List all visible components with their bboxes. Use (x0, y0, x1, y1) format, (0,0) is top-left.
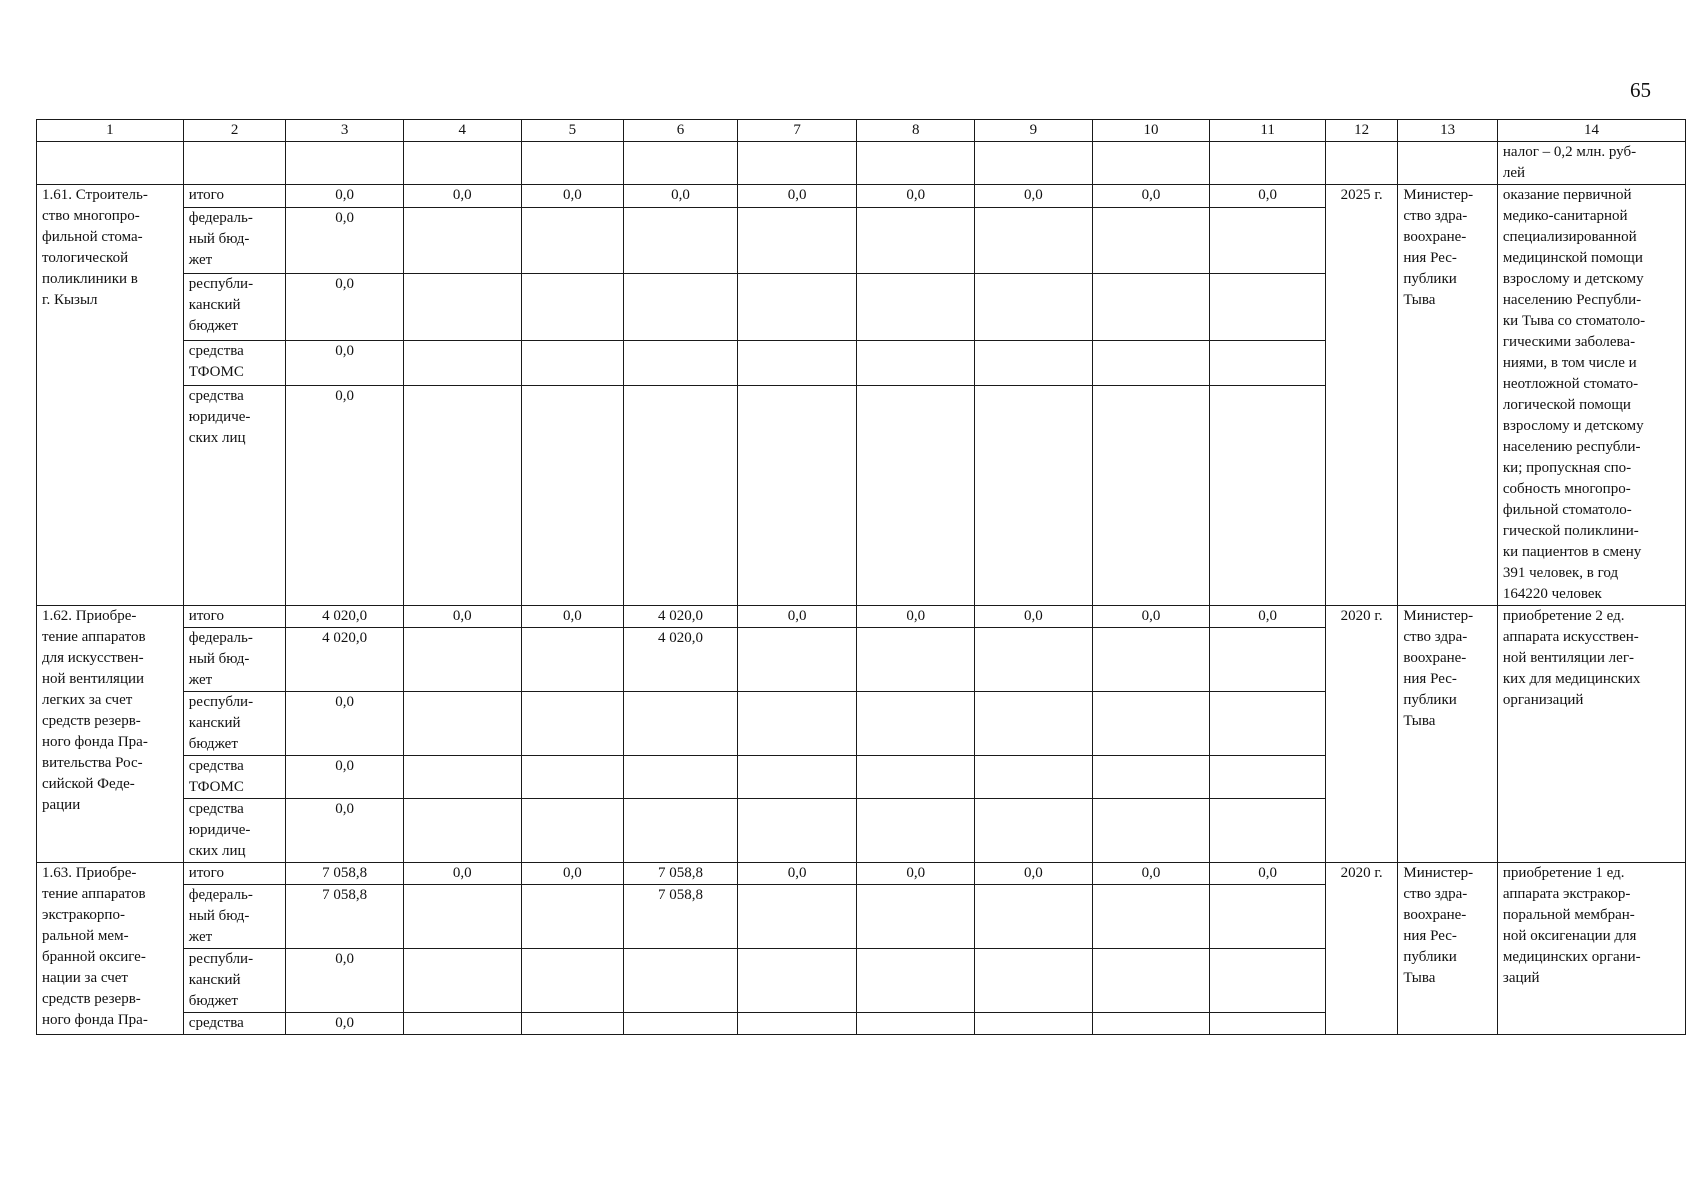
value-cell (1210, 274, 1326, 341)
value-cell (1210, 692, 1326, 756)
table-row (37, 863, 1686, 885)
value-cell (521, 207, 624, 274)
funding-source-cell: средства юридиче- ских лиц (183, 799, 286, 863)
value-cell (857, 340, 975, 385)
value-cell (1092, 274, 1210, 341)
executor-cell: Министер- ство здра- воохране- ния Рес- публики Тыва (1398, 863, 1498, 1035)
value-cell (857, 385, 975, 605)
value-cell: 0,0 (286, 799, 404, 863)
value-cell (975, 692, 1093, 756)
header-cell-12: 12 (1325, 120, 1397, 142)
value-cell (1210, 949, 1326, 1013)
value-cell (857, 274, 975, 341)
value-cell (1092, 799, 1210, 863)
value-cell (521, 949, 624, 1013)
value-cell: 0,0 (1092, 863, 1210, 885)
funding-source-cell: федераль- ный бюд- жет (183, 207, 286, 274)
value-cell (975, 799, 1093, 863)
value-cell: 0,0 (286, 1013, 404, 1035)
value-cell (1092, 385, 1210, 605)
funding-source-cell: республи- канский бюджет (183, 692, 286, 756)
value-cell (1092, 949, 1210, 1013)
value-cell (737, 799, 857, 863)
value-cell (521, 340, 624, 385)
value-cell: 0,0 (737, 606, 857, 628)
value-cell (857, 692, 975, 756)
value-cell: 4 020,0 (286, 628, 404, 692)
value-cell (403, 385, 521, 605)
result-cell: оказание первичной медико-санитарной специализированной медицинской помощи взрослому и детскому населению Республи- ки Тыва со стоматоло- гическими заболева- ниями, в том числе и неотложной стомато- логической помощи взрослому и детскому населению республи- ки; пропускная спо- собность многопро- фильной стоматоло- гической поликлини- ки пациентов в смену 391 человек, в год 164220 человек (1497, 185, 1685, 606)
value-cell: 7 058,8 (624, 885, 738, 949)
header-row (37, 120, 1686, 142)
value-cell: 0,0 (286, 340, 404, 385)
value-cell (1092, 885, 1210, 949)
value-cell: 4 020,0 (624, 628, 738, 692)
measure-name-cell: 1.63. Приобре- тение аппаратов экстракорпо- ральной мем- бранной оксиге- нации за счет средств резерв- ного фонда Пра- (37, 863, 184, 1035)
value-cell (857, 799, 975, 863)
value-cell (1092, 756, 1210, 799)
continuation-empty-cell (1398, 142, 1498, 185)
header-cell-5: 5 (521, 120, 624, 142)
value-cell: 0,0 (857, 185, 975, 208)
value-cell (624, 340, 738, 385)
value-cell (737, 1013, 857, 1035)
value-cell (737, 885, 857, 949)
header-cell-7: 7 (737, 120, 857, 142)
value-cell: 4 020,0 (286, 606, 404, 628)
value-cell (403, 340, 521, 385)
funding-source-cell: средства ТФОМС (183, 756, 286, 799)
value-cell: 0,0 (521, 606, 624, 628)
value-cell: 0,0 (737, 185, 857, 208)
result-cell: приобретение 1 ед. аппарата экстракор- поральной мембран- ной оксигенации для медицинских органи- заций (1497, 863, 1685, 1035)
value-cell (521, 628, 624, 692)
result-cell: приобретение 2 ед. аппарата искусствен- ной вентиляции лег- ких для медицинских организаций (1497, 606, 1685, 863)
continuation-empty-cell (1325, 142, 1397, 185)
value-cell (1210, 628, 1326, 692)
value-cell: 0,0 (1210, 606, 1326, 628)
value-cell: 0,0 (975, 185, 1093, 208)
value-cell (521, 1013, 624, 1035)
funding-source-cell: средства ТФОМС (183, 340, 286, 385)
value-cell (1210, 207, 1326, 274)
value-cell (857, 628, 975, 692)
continuation-empty-cell (1092, 142, 1210, 185)
value-cell (521, 756, 624, 799)
value-cell: 0,0 (286, 385, 404, 605)
value-cell: 0,0 (857, 863, 975, 885)
continuation-empty-cell (286, 142, 404, 185)
funding-source-cell: республи- канский бюджет (183, 949, 286, 1013)
value-cell (975, 207, 1093, 274)
header-cell-14: 14 (1497, 120, 1685, 142)
value-cell: 7 058,8 (286, 885, 404, 949)
header-cell-1: 1 (37, 120, 184, 142)
value-cell (624, 949, 738, 1013)
funding-source-cell: средства юридиче- ских лиц (183, 385, 286, 605)
continuation-empty-cell (403, 142, 521, 185)
continuation-empty-cell (183, 142, 286, 185)
value-cell (975, 274, 1093, 341)
funding-source-cell: итого (183, 606, 286, 628)
page-number: 65 (1630, 78, 1651, 102)
value-cell (403, 628, 521, 692)
value-cell: 0,0 (286, 756, 404, 799)
header-cell-10: 10 (1092, 120, 1210, 142)
continuation-result-cell: налог – 0,2 млн. руб- лей (1497, 142, 1685, 185)
value-cell: 0,0 (403, 606, 521, 628)
value-cell: 4 020,0 (624, 606, 738, 628)
value-cell (857, 949, 975, 1013)
value-cell: 0,0 (857, 606, 975, 628)
value-cell (521, 799, 624, 863)
value-cell (975, 385, 1093, 605)
header-cell-8: 8 (857, 120, 975, 142)
value-cell (403, 799, 521, 863)
value-cell (737, 274, 857, 341)
year-cell: 2025 г. (1325, 185, 1397, 606)
executor-cell: Министер- ство здра- воохране- ния Рес- публики Тыва (1398, 606, 1498, 863)
value-cell: 7 058,8 (624, 863, 738, 885)
value-cell (737, 756, 857, 799)
header-cell-9: 9 (975, 120, 1093, 142)
continuation-empty-cell (857, 142, 975, 185)
header-cell-13: 13 (1398, 120, 1498, 142)
value-cell (857, 1013, 975, 1035)
value-cell: 0,0 (1210, 185, 1326, 208)
value-cell: 0,0 (521, 185, 624, 208)
continuation-empty-cell (521, 142, 624, 185)
value-cell (1210, 385, 1326, 605)
value-cell (624, 799, 738, 863)
value-cell (1210, 885, 1326, 949)
value-cell (737, 692, 857, 756)
value-cell (975, 628, 1093, 692)
value-cell: 0,0 (286, 274, 404, 341)
value-cell (975, 340, 1093, 385)
value-cell (975, 756, 1093, 799)
value-cell (857, 207, 975, 274)
header-cell-6: 6 (624, 120, 738, 142)
value-cell: 0,0 (286, 185, 404, 208)
value-cell (624, 385, 738, 605)
funding-source-cell: федераль- ный бюд- жет (183, 885, 286, 949)
value-cell (403, 885, 521, 949)
value-cell (624, 1013, 738, 1035)
continuation-empty-cell (737, 142, 857, 185)
value-cell (857, 885, 975, 949)
value-cell: 0,0 (403, 863, 521, 885)
value-cell: 0,0 (737, 863, 857, 885)
year-cell: 2020 г. (1325, 863, 1397, 1035)
value-cell (403, 1013, 521, 1035)
value-cell: 0,0 (975, 606, 1093, 628)
value-cell: 0,0 (624, 185, 738, 208)
continuation-empty-cell (624, 142, 738, 185)
value-cell: 0,0 (1210, 863, 1326, 885)
value-cell: 0,0 (1092, 606, 1210, 628)
value-cell: 7 058,8 (286, 863, 404, 885)
value-cell (1092, 207, 1210, 274)
measure-name-cell: 1.62. Приобре- тение аппаратов для искусствен- ной вентиляции легких за счет средств резерв- ного фонда Пра- вительства Рос- сийской Феде- рации (37, 606, 184, 863)
value-cell (737, 207, 857, 274)
value-cell (1092, 628, 1210, 692)
value-cell (1210, 1013, 1326, 1035)
value-cell (521, 274, 624, 341)
funding-source-cell: федераль- ный бюд- жет (183, 628, 286, 692)
year-cell: 2020 г. (1325, 606, 1397, 863)
value-cell: 0,0 (521, 863, 624, 885)
header-cell-11: 11 (1210, 120, 1326, 142)
value-cell: 0,0 (403, 185, 521, 208)
value-cell (1092, 692, 1210, 756)
value-cell (1210, 340, 1326, 385)
header-cell-3: 3 (286, 120, 404, 142)
continuation-empty-cell (37, 142, 184, 185)
funding-source-cell: итого (183, 863, 286, 885)
value-cell (403, 692, 521, 756)
value-cell (975, 1013, 1093, 1035)
value-cell (1210, 799, 1326, 863)
header-cell-4: 4 (403, 120, 521, 142)
value-cell: 0,0 (286, 949, 404, 1013)
value-cell (737, 385, 857, 605)
value-cell (737, 628, 857, 692)
value-cell (1092, 340, 1210, 385)
value-cell (857, 756, 975, 799)
continuation-empty-cell (1210, 142, 1326, 185)
value-cell (521, 385, 624, 605)
value-cell (521, 692, 624, 756)
funding-source-cell: республи- канский бюджет (183, 274, 286, 341)
funding-source-cell: средства (183, 1013, 286, 1035)
header-cell-2: 2 (183, 120, 286, 142)
value-cell (975, 949, 1093, 1013)
value-cell (975, 885, 1093, 949)
budget-table (36, 119, 1686, 1035)
value-cell (403, 756, 521, 799)
value-cell (624, 756, 738, 799)
funding-source-cell: итого (183, 185, 286, 208)
value-cell (521, 885, 624, 949)
table-row (37, 606, 1686, 628)
continuation-empty-cell (975, 142, 1093, 185)
value-cell (624, 207, 738, 274)
value-cell: 0,0 (1092, 185, 1210, 208)
value-cell: 0,0 (286, 692, 404, 756)
continuation-row (37, 142, 1686, 185)
value-cell (1092, 1013, 1210, 1035)
value-cell: 0,0 (286, 207, 404, 274)
value-cell (403, 274, 521, 341)
value-cell (403, 949, 521, 1013)
executor-cell: Министер- ство здра- воохране- ния Рес- публики Тыва (1398, 185, 1498, 606)
value-cell (1210, 756, 1326, 799)
measure-name-cell: 1.61. Строитель- ство многопро- фильной стома- тологической поликлиники в г. Кызыл (37, 185, 184, 606)
value-cell (737, 340, 857, 385)
value-cell (624, 692, 738, 756)
value-cell (737, 949, 857, 1013)
value-cell (624, 274, 738, 341)
value-cell: 0,0 (975, 863, 1093, 885)
value-cell (403, 207, 521, 274)
table-row (37, 185, 1686, 208)
